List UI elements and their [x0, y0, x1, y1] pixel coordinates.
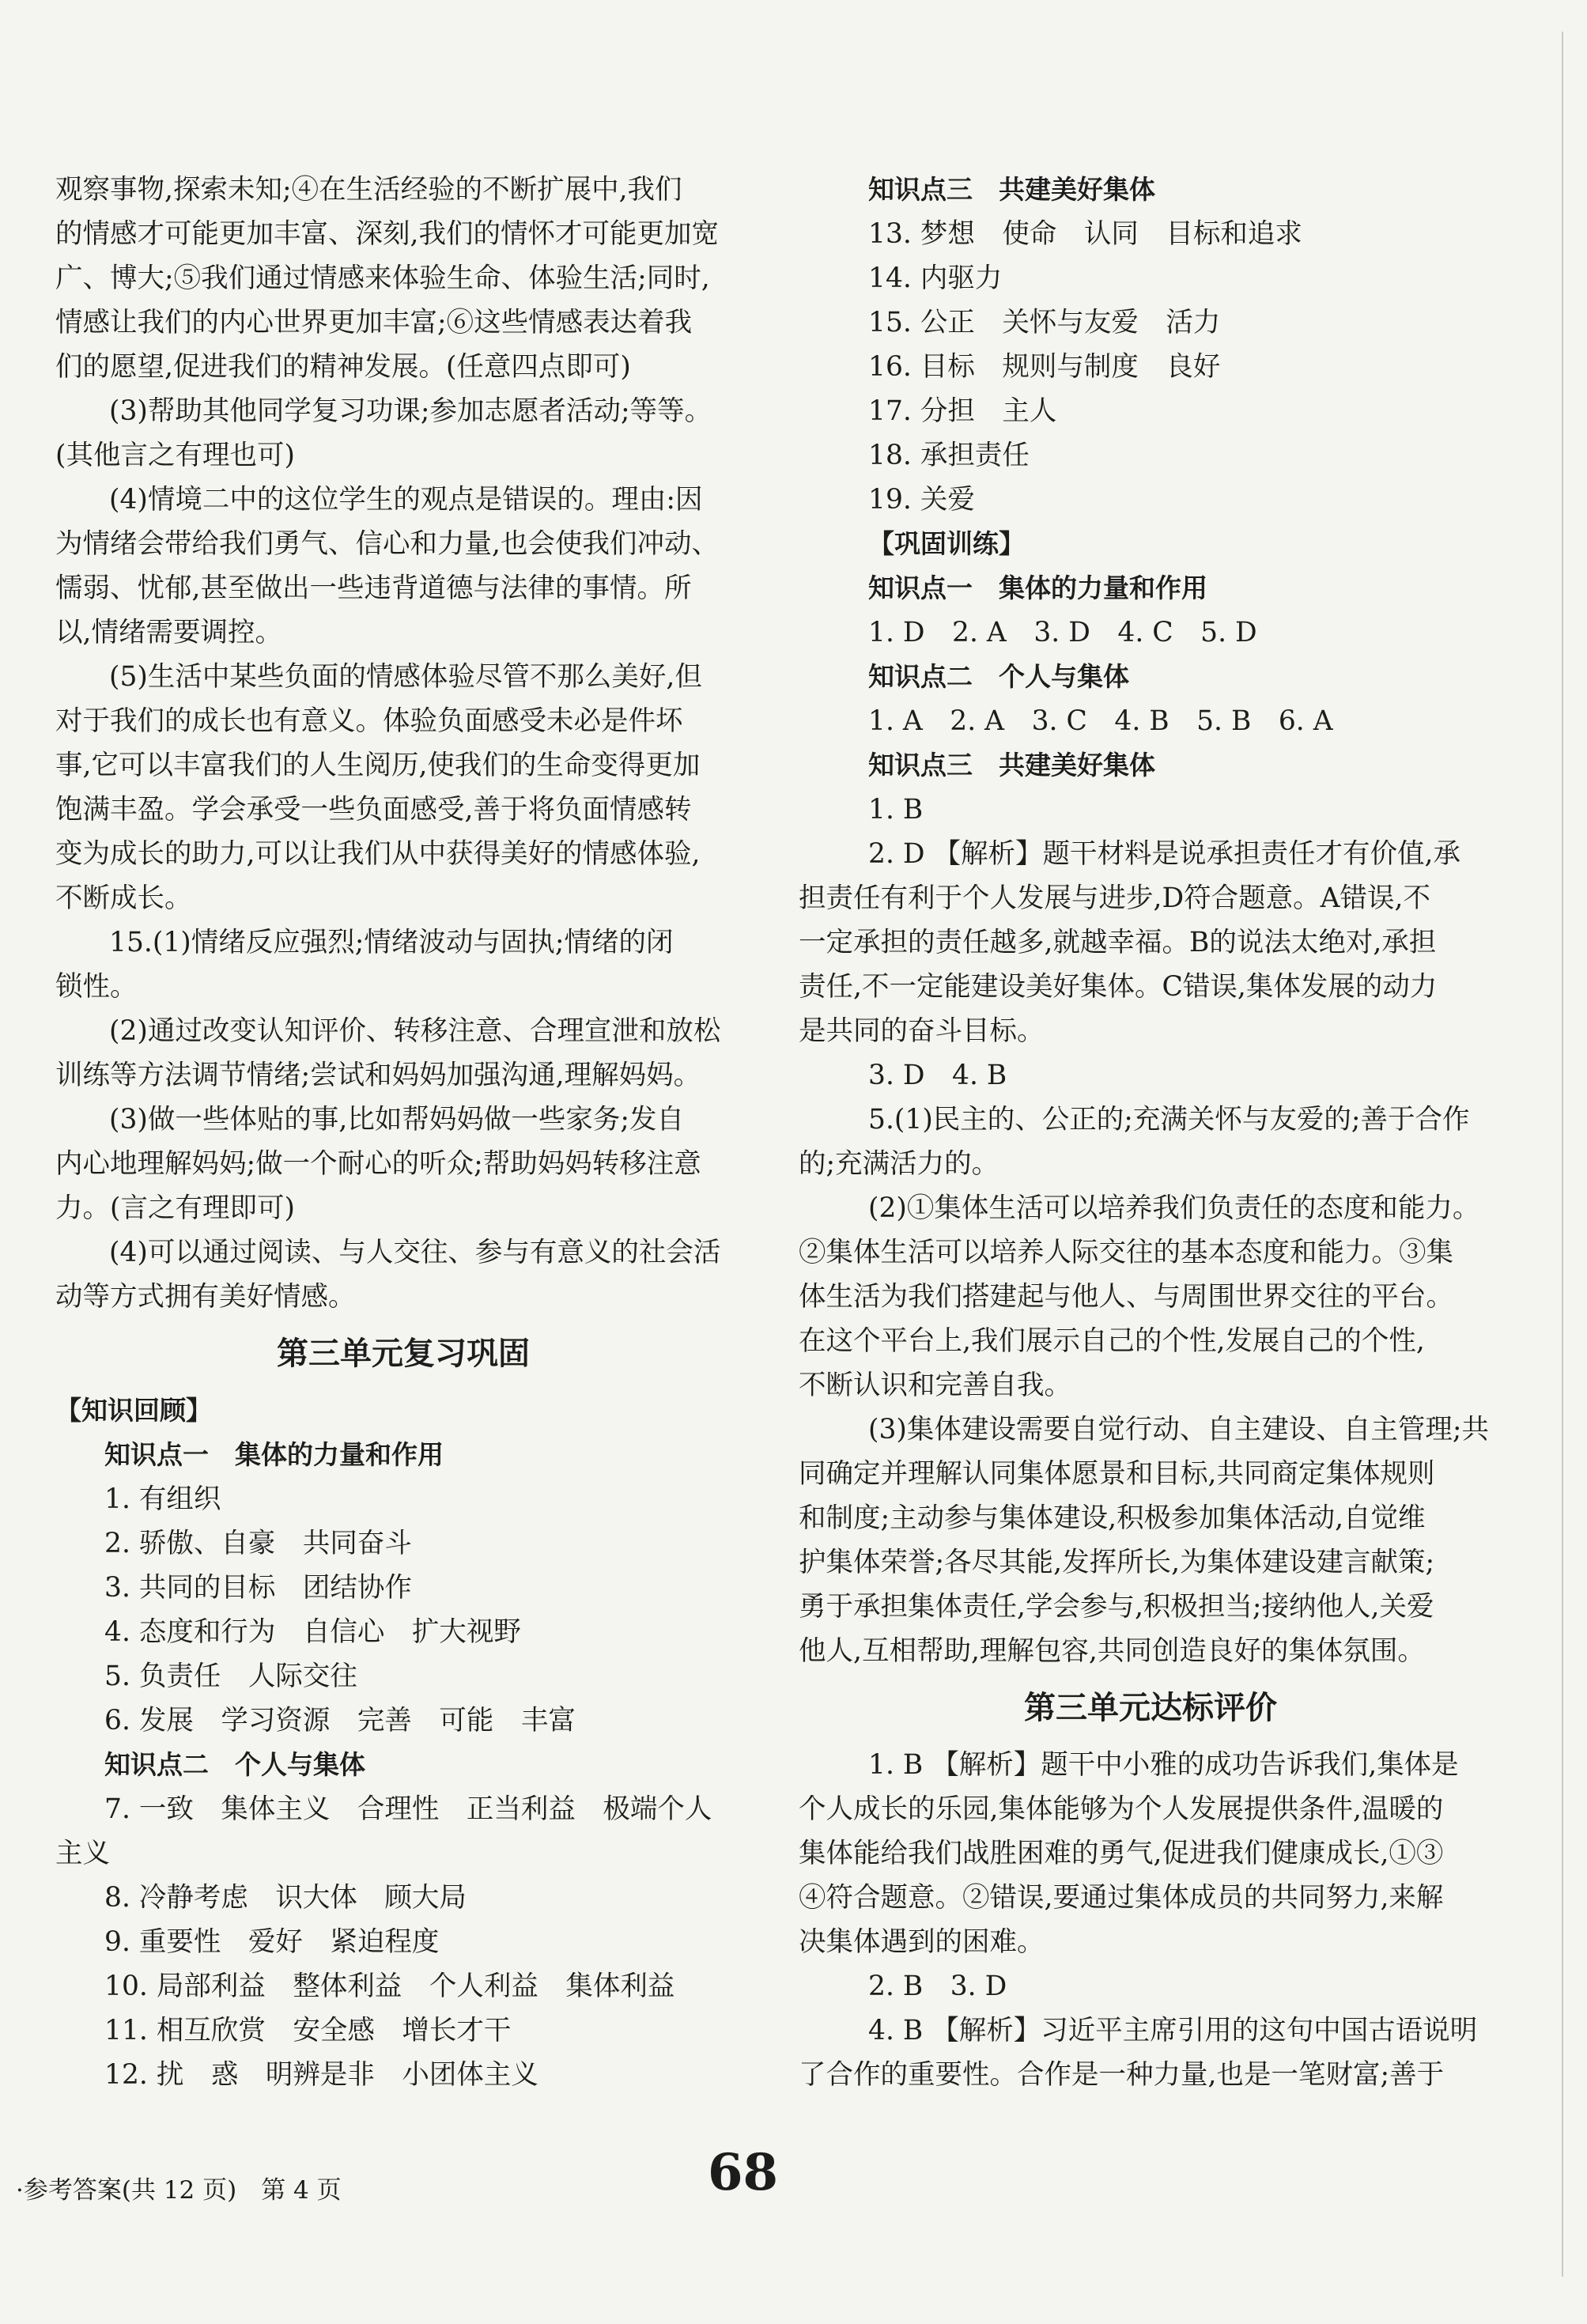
page-number: 68	[708, 2143, 779, 2202]
text-line: 12. 扰 惑 明辨是非 小团体主义	[104, 2059, 538, 2091]
text-line: 不断认识和完善自我。	[799, 1370, 1071, 1401]
text-line: 事,它可以丰富我们的人生阅历,使我们的生命变得更加	[55, 750, 701, 781]
text-line: 主义	[55, 1838, 110, 1869]
text-line: 观察事物,探索未知;④在生活经验的不断扩展中,我们	[55, 174, 682, 206]
text-line: (2)通过改变认知评价、转移注意、合理宣泄和放松	[109, 1015, 721, 1047]
text-line: (其他言之有理也可)	[55, 440, 295, 471]
text-line: 担责任有利于个人发展与进步,D符合题意。A错误,不	[799, 882, 1431, 914]
text-line: ④符合题意。②错误,要通过集体成员的共同努力,来解	[799, 1882, 1444, 1914]
text-line: 1. B	[868, 794, 924, 826]
text-line: 3. 共同的目标 团结协作	[104, 1572, 412, 1604]
text-line: 责任,不一定能建设美好集体。C错误,集体发展的动力	[799, 971, 1438, 1003]
text-line: 动等方式拥有美好情感。	[55, 1281, 356, 1313]
text-line: 【知识回顾】	[55, 1395, 212, 1426]
text-line: 1. 有组织	[104, 1483, 221, 1515]
text-line: 知识点三 共建美好集体	[868, 174, 1155, 205]
text-line: 1. A 2. A 3. C 4. B 5. B 6. A	[868, 705, 1333, 737]
text-line: 的情感才可能更加丰富、深刻,我们的情怀才可能更加宽	[55, 218, 719, 250]
text-line: 在这个平台上,我们展示自己的个性,发展自己的个性,	[799, 1325, 1425, 1357]
text-line: 的;充满活力的。	[799, 1148, 999, 1180]
text-line: 和制度;主动参与集体建设,积极参加集体活动,自觉维	[799, 1502, 1426, 1534]
text-line: 知识点一 集体的力量和作用	[104, 1439, 444, 1470]
text-line: (4)情境二中的这位学生的观点是错误的。理由:因	[109, 484, 703, 516]
text-line: (5)生活中某些负面的情感体验尽管不那么美好,但	[109, 661, 702, 693]
footer-caption: ·参考答案(共 12 页) 第 4 页	[16, 2176, 342, 2205]
text-line: 10. 局部利益 整体利益 个人利益 集体利益	[104, 1971, 675, 2002]
text-line: 1. D 2. A 3. D 4. C 5. D	[868, 617, 1257, 648]
text-line: 4. B 【解析】习近平主席引用的这句中国古语说明	[868, 2015, 1478, 2046]
text-line: 5.(1)民主的、公正的;充满关怀与友爱的;善于合作	[868, 1104, 1470, 1136]
text-line: 勇于承担集体责任,学会参与,积极担当;接纳他人,关爱	[799, 1591, 1434, 1623]
text-line: 是共同的奋斗目标。	[799, 1015, 1045, 1047]
text-line: 8. 冷静考虑 识大体 顾大局	[104, 1882, 467, 1914]
text-line: (4)可以通过阅读、与人交往、参与有意义的社会活	[109, 1237, 721, 1268]
text-line: 懦弱、忧郁,甚至做出一些违背道德与法律的事情。所	[55, 572, 692, 604]
text-line: 6. 发展 学习资源 完善 可能 丰富	[104, 1705, 576, 1736]
text-line: 3. D 4. B	[868, 1060, 1007, 1091]
text-line: 同确定并理解认同集体愿景和目标,共同商定集体规则	[799, 1458, 1435, 1490]
text-line: 护集体荣誉;各尽其能,发挥所长,为集体建设建言献策;	[799, 1547, 1435, 1578]
text-line: 力。(言之有理即可)	[55, 1192, 295, 1224]
text-line: 9. 重要性 爱好 紧迫程度	[104, 1926, 440, 1958]
text-line: 为情绪会带给我们勇气、信心和力量,也会使我们冲动、	[55, 528, 719, 560]
text-line: (2)①集体生活可以培养我们负责任的态度和能力。	[868, 1192, 1480, 1224]
text-line: (3)做一些体贴的事,比如帮妈妈做一些家务;发自	[109, 1104, 684, 1136]
text-line: 15.(1)情绪反应强烈;情绪波动与固执;情绪的闭	[109, 927, 674, 958]
text-line: 2. 骄傲、自豪 共同奋斗	[104, 1528, 412, 1559]
section-heading: 第三单元复习巩固	[277, 1336, 530, 1372]
text-line: 们的愿望,促进我们的精神发展。(任意四点即可)	[55, 351, 631, 383]
text-line: 知识点三 共建美好集体	[868, 750, 1155, 780]
text-line: 训练等方法调节情绪;尝试和妈妈加强沟通,理解妈妈。	[55, 1060, 701, 1091]
text-line: (3)帮助其他同学复习功课;参加志愿者活动;等等。	[109, 395, 712, 427]
text-line: 知识点一 集体的力量和作用	[868, 572, 1207, 603]
text-line: 了合作的重要性。合作是一种力量,也是一笔财富;善于	[799, 2059, 1445, 2091]
text-line: 集体能给我们战胜困难的勇气,促进我们健康成长,①③	[799, 1838, 1444, 1869]
text-line: 对于我们的成长也有意义。体验负面感受未必是件坏	[55, 705, 683, 737]
text-line: 体生活为我们搭建起与他人、与周围世界交往的平台。	[799, 1281, 1453, 1313]
left-column	[55, 168, 751, 2097]
text-line: 【巩固训练】	[868, 528, 1025, 559]
text-line: 他人,互相帮助,理解包容,共同创造良好的集体氛围。	[799, 1635, 1425, 1667]
right-column	[799, 168, 1502, 2097]
text-line: ②集体生活可以培养人际交往的基本态度和能力。③集	[799, 1237, 1453, 1268]
text-line: 饱满丰盈。学会承受一些负面感受,善于将负面情感转	[55, 794, 692, 826]
text-line: 内心地理解妈妈;做一个耐心的听众;帮助妈妈转移注意	[55, 1148, 701, 1180]
text-line: 知识点二 个人与集体	[868, 661, 1129, 692]
text-line: 18. 承担责任	[868, 440, 1030, 471]
text-line: 变为成长的助力,可以让我们从中获得美好的情感体验,	[55, 838, 701, 870]
text-line: 5. 负责任 人际交往	[104, 1661, 357, 1692]
text-line: 锁性。	[55, 971, 138, 1003]
text-line: 不断成长。	[55, 882, 192, 914]
text-line: 13. 梦想 使命 认同 目标和追求	[868, 218, 1302, 250]
text-line: 11. 相互欣赏 安全感 增长才干	[104, 2015, 512, 2046]
section-heading: 第三单元达标评价	[1024, 1690, 1277, 1726]
text-line: 4. 态度和行为 自信心 扩大视野	[104, 1616, 521, 1648]
text-line: 广、博大;⑤我们通过情感来体验生命、体验生活;同时,	[55, 263, 710, 294]
page-edge-line	[1562, 32, 1563, 2277]
text-line: (3)集体建设需要自觉行动、自主建设、自主管理;共	[868, 1414, 1489, 1445]
text-line: 知识点二 个人与集体	[104, 1749, 365, 1780]
text-line: 2. B 3. D	[868, 1971, 1007, 2002]
text-line: 16. 目标 规则与制度 良好	[868, 351, 1221, 383]
text-line: 15. 公正 关怀与友爱 活力	[868, 307, 1221, 338]
text-line: 17. 分担 主人	[868, 395, 1057, 427]
text-line: 决集体遇到的困难。	[799, 1926, 1045, 1958]
text-line: 7. 一致 集体主义 合理性 正当利益 极端个人	[104, 1793, 712, 1825]
text-line: 14. 内驱力	[868, 263, 1003, 294]
text-line: 2. D 【解析】题干材料是说承担责任才有价值,承	[868, 838, 1460, 870]
text-line: 以,情绪需要调控。	[55, 617, 282, 648]
text-line: 1. B 【解析】题干中小雅的成功告诉我们,集体是	[868, 1749, 1459, 1781]
text-line: 一定承担的责任越多,就越幸福。B的说法太绝对,承担	[799, 927, 1437, 958]
text-line: 个人成长的乐园,集体能够为个人发展提供条件,温暖的	[799, 1793, 1444, 1825]
text-line: 19. 关爱	[868, 484, 975, 516]
text-line: 情感让我们的内心世界更加丰富;⑥这些情感表达着我	[55, 307, 693, 338]
